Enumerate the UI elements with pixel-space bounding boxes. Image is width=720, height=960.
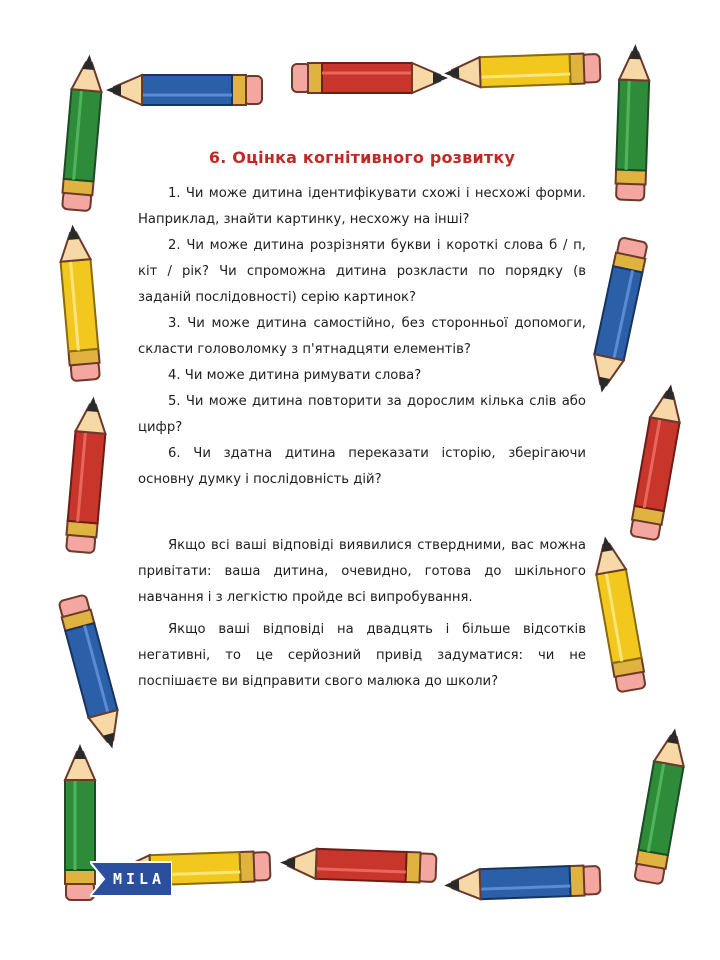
pencil-icon — [292, 63, 448, 93]
page-title: 6. Оцінка когнітивного розвитку — [208, 148, 516, 167]
pencil-icon — [106, 75, 262, 105]
badge-label: MILA — [112, 870, 166, 888]
pencil-icon — [280, 848, 437, 883]
pencil-icon — [57, 223, 100, 381]
question-3: 3. Чи може дитина самостійно, без сторонньої допомоги, скласти головоломку з п'ятнадцяти елементів? — [138, 316, 586, 357]
pencil-icon — [629, 382, 686, 541]
conclusion-positive: Якщо всі ваші відповіді виявилися ствердними, вас можна привітати: ваша дитина, очевидно, готова до шкільного навчання і з легкістю пройде всі випробування. — [138, 538, 586, 605]
question-2: 2. Чи може дитина розрізняти букви і короткі слова б / п, кіт / рік? Чи спроможна дитина розкласти по порядку (в заданій послідовності) серію картинок? — [138, 238, 586, 305]
pencil-icon — [444, 53, 601, 88]
pencil-icon — [58, 594, 127, 752]
pencil-icon — [65, 395, 108, 553]
question-1: 1. Чи може дитина ідентифікувати схожі і несхожі форми. Наприклад, знайти картинку, несхожу на інші? — [138, 186, 586, 227]
pencil-icon — [615, 44, 650, 201]
pencil-icon — [633, 726, 690, 885]
spacer — [138, 493, 586, 533]
conclusion-negative: Якщо ваші відповіді на двадцять і більше відсотків негативні, то це серйозний привід задуматися: чи не поспішаєте ви відправити свого малюка до школи? — [138, 622, 586, 689]
pencil-icon — [590, 534, 647, 693]
text-content — [138, 148, 586, 695]
question-5: 5. Чи може дитина повторити за дорослим кілька слів або цифр? — [138, 394, 586, 435]
pencil-icon — [61, 53, 104, 211]
question-6: 6. Чи здатна дитина переказати історію, зберігаючи основну думку і послідовність дій? — [138, 446, 586, 487]
question-4: 4. Чи може дитина римувати слова? — [168, 368, 422, 383]
pencil-icon — [444, 865, 601, 900]
pencil-icon — [587, 237, 649, 396]
